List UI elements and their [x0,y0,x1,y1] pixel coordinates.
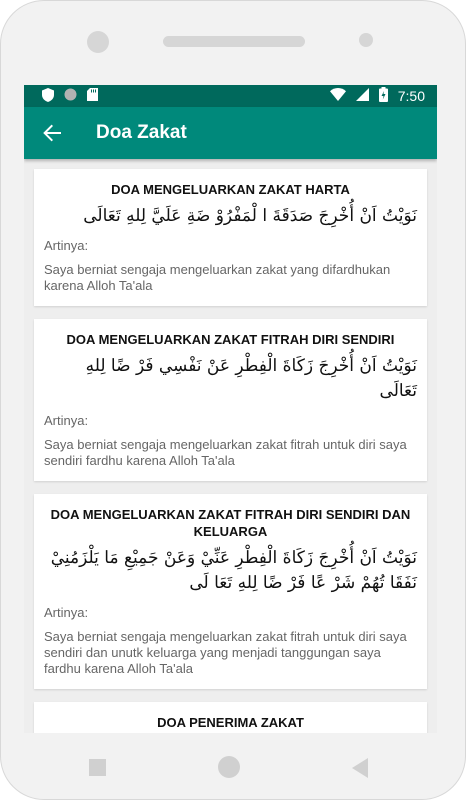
circle-icon [64,88,77,104]
prayer-card[interactable] [34,702,427,733]
meaning-label: Artinya: [44,238,89,253]
status-left-icons [42,88,98,105]
back-icon[interactable] [352,758,368,778]
app-bar [24,107,437,159]
arrow-left-icon[interactable] [40,121,64,145]
prayer-card[interactable] [34,169,427,306]
prayer-title: DOA MENGELUARKAN ZAKAT FITRAH DIRI SENDIRI [66,332,395,347]
earpiece-speaker [163,36,305,47]
prayer-translation: Saya berniat sengaja mengeluarkan zakat yang difardhukan karena Alloh Ta'ala [44,262,391,293]
prayer-translation: Saya berniat sengaja mengeluarkan zakat fitrah untuk diri saya sendiri dan unutk keluarga yang menjadi tanggungan saya fardhu karena Alloh Ta'ala [44,629,407,676]
proximity-sensor [359,33,373,47]
meaning-label: Artinya: [44,413,89,428]
screen [24,85,437,733]
status-bar [24,85,437,107]
shield-icon [42,88,54,105]
prayer-title: DOA PENERIMA ZAKAT [157,715,304,730]
system-nav-bar [1,733,466,800]
status-right-icons [330,87,425,105]
arabic-prayer: نَوَيْتُ اَنْ أُخْرِجَ زَكَاةَ الْفِطْرِ عَنْ نَفْسِي فَرْ ضًا لِلهِ تَعَالَى [85,356,417,401]
front-camera [87,31,109,53]
sd-card-icon [87,88,98,104]
page-title: Doa Zakat [96,122,187,143]
arabic-prayer: نَوَيْتُ اَنْ أُخْرِجَ صَدَقَةَ ا لْمَفْرُوْ ضَةِ عَلَيَّ لِلهِ تَعَالَى [83,206,417,226]
wifi-icon [330,88,346,104]
battery-icon [379,87,388,105]
meaning-label: Artinya: [44,605,89,620]
home-icon[interactable] [218,756,240,778]
prayer-card[interactable] [34,494,427,689]
signal-icon [356,88,369,104]
prayer-list [24,159,437,733]
prayer-card[interactable] [34,319,427,481]
prayer-title: DOA MENGELUARKAN ZAKAT FITRAH DIRI SENDIRI DAN KELUARGA [50,507,411,539]
clock: 7:50 [397,88,425,104]
arabic-prayer: نَوَيْتُ اَنْ أُخْرِجَ زَكَاةَ الْفِطْرِ عَنِّيْ وَعَنْ جَمِيْعِ مَا يَلْزَمُنِيْ نَفَقَا تُهُمْ شَرْ عًا فَرْ ضًا لِلهِ تَعَا لَى [50,548,417,593]
prayer-title: DOA MENGELUARKAN ZAKAT HARTA [111,182,350,197]
recent-apps-icon[interactable] [89,759,106,776]
prayer-translation: Saya berniat sengaja mengeluarkan zakat fitrah untuk diri saya sendiri fardhu karena Alloh Ta'ala [44,437,407,468]
